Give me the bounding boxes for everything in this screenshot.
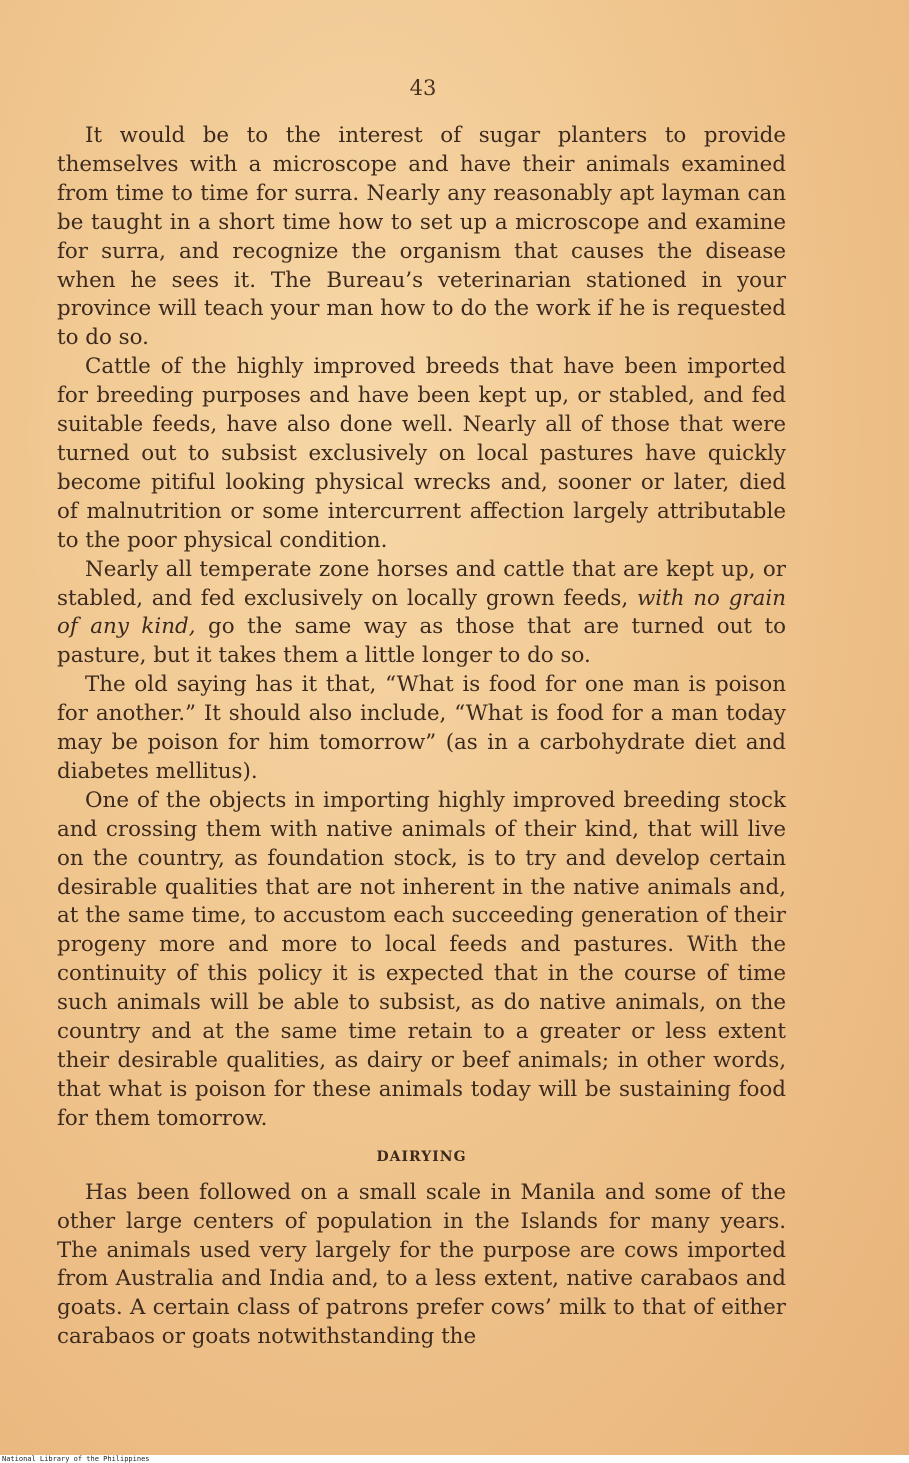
library-credit: National Library of the Philippines xyxy=(2,1455,150,1463)
paragraph-dairying: Has been followed on a small scale in Manila and some of the other large centers of population in the Islands for many years. The animals used very largely for the purpose are cows imported from Australia and India and, to a less extent, native carabaos and goats. A certain class of patrons prefer cows’ milk to that of either carabaos or goats notwithstanding the xyxy=(57,1179,786,1350)
page-number: 43 xyxy=(409,76,437,100)
emphasis-no-grain: with no grain of any kind, xyxy=(57,585,786,640)
paragraph-cattle: Cattle of the highly improved breeds that have been imported for breeding purposes and have been kept up, or stabled, and fed suitable feeds, have also done well. Nearly all of those that were turned out to subsist exclusively on local pastures have quickly become pitiful looking physical wrecks and, sooner or later, died of malnutrition or some intercurrent affection largely attributable to the poor physical condition. xyxy=(57,354,786,553)
paragraph-old-saying: The old saying has it that, “What is food for one man is poison for another.” It should also include, “What is food for a man today may be poison for him tomorrow” (as in a carbohydrate diet and diabetes mellitus). xyxy=(57,672,786,784)
paragraph-microscope: It would be to the interest of sugar planters to provide themselves with a microscope and have their animals examined from time to time for surra. Nearly any reasonably apt layman can be taught in a short time how to set up a microscope and examine for surra, and recognize the organism that causes the disease when he sees it. The Bureau’s veterinarian stationed in your province will teach your man how to do the work if he is requested to do so. xyxy=(57,123,786,351)
paragraph-temperate-zone xyxy=(57,556,786,672)
paragraph-text-after: go the same way as those that are turned out to pasture, but it takes them a little longer to do so. xyxy=(57,614,786,669)
section-heading-dairying: DAIRYING xyxy=(376,1148,467,1165)
paragraph-breeding-objects: One of the objects in importing highly improved breeding stock and crossing them with native animals of their kind, that will live on the country, as foundation stock, is to try and develop certain desirable qualities that are not inherent in the native animals and, at the same time, to accustom each succeeding generation of their progeny more and more to local feeds and pastures. With the continuity of this policy it is expected that in the course of time such animals will be able to subsist, as do native animals, on the country and at the same time retain to a greater or less extent their desirable qualities, as dairy or beef animals; in other words, that what is poison for these animals today will be sustaining food for them tomorrow. xyxy=(57,787,786,1131)
body-text xyxy=(57,122,786,1352)
paragraph-text-before: Nearly all temperate zone horses and cattle that are kept up, or stabled, and fed exclusively on locally grown feeds, xyxy=(57,556,786,611)
